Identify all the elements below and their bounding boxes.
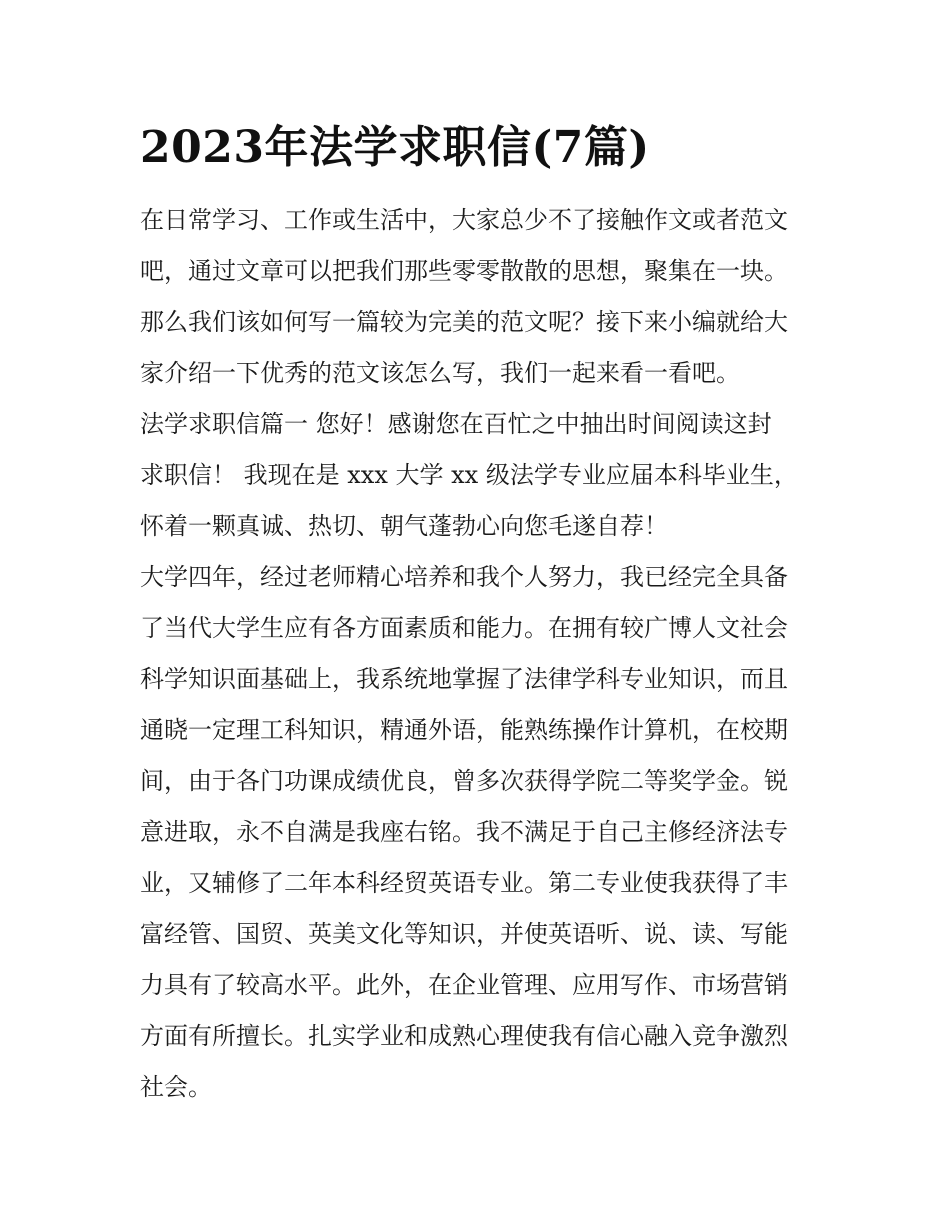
body-line-13: 意进取，永不自满是我座右铭。我不满足于自己主修经济法专 [140, 818, 788, 846]
body-line-11: 通晓一定理工科知识，精通外语，能熟练操作计算机，在校期 [140, 716, 788, 744]
document-title: 2023年法学求职信(7篇) [140, 122, 650, 173]
body-line-5: 法学求职信篇一 您好！感谢您在百忙之中抽出时间阅读这封 [140, 410, 772, 438]
body-line-6: 求职信！ 我现在是 xxx 大学 xx 级法学专业应届本科毕业生， [140, 461, 798, 489]
body-line-2: 吧，通过文章可以把我们那些零零散散的思想，聚集在一块。 [140, 257, 788, 285]
body-line-14: 业，又辅修了二年本科经贸英语专业。第二专业使我获得了丰 [140, 869, 788, 897]
body-line-4: 家介绍一下优秀的范文该怎么写，我们一起来看一看吧。 [140, 359, 740, 387]
body-line-17: 方面有所擅长。扎实学业和成熟心理使我有信心融入竞争激烈 [140, 1022, 788, 1050]
body-line-3: 那么我们该如何写一篇较为完美的范文呢？接下来小编就给大 [140, 308, 788, 336]
body-line-15: 富经管、国贸、英美文化等知识，并使英语听、说、读、写能 [140, 920, 788, 948]
body-line-12: 间，由于各门功课成绩优良，曾多次获得学院二等奖学金。锐 [140, 767, 788, 795]
document-body [140, 195, 812, 1113]
body-line-16: 力具有了较高水平。此外，在企业管理、应用写作、市场营销 [140, 971, 788, 999]
body-line-9: 了当代大学生应有各方面素质和能力。在拥有较广博人文社会 [140, 614, 788, 642]
body-line-1: 在日常学习、工作或生活中，大家总少不了接触作文或者范文 [140, 206, 788, 234]
body-line-8: 大学四年，经过老师精心培养和我个人努力，我已经完全具备 [140, 563, 788, 591]
body-line-10: 科学知识面基础上，我系统地掌握了法律学科专业知识，而且 [140, 665, 788, 693]
body-line-18: 社会。 [140, 1073, 212, 1101]
body-line-7: 怀着一颗真诚、热切、朝气蓬勃心向您毛遂自荐！ [140, 512, 668, 540]
